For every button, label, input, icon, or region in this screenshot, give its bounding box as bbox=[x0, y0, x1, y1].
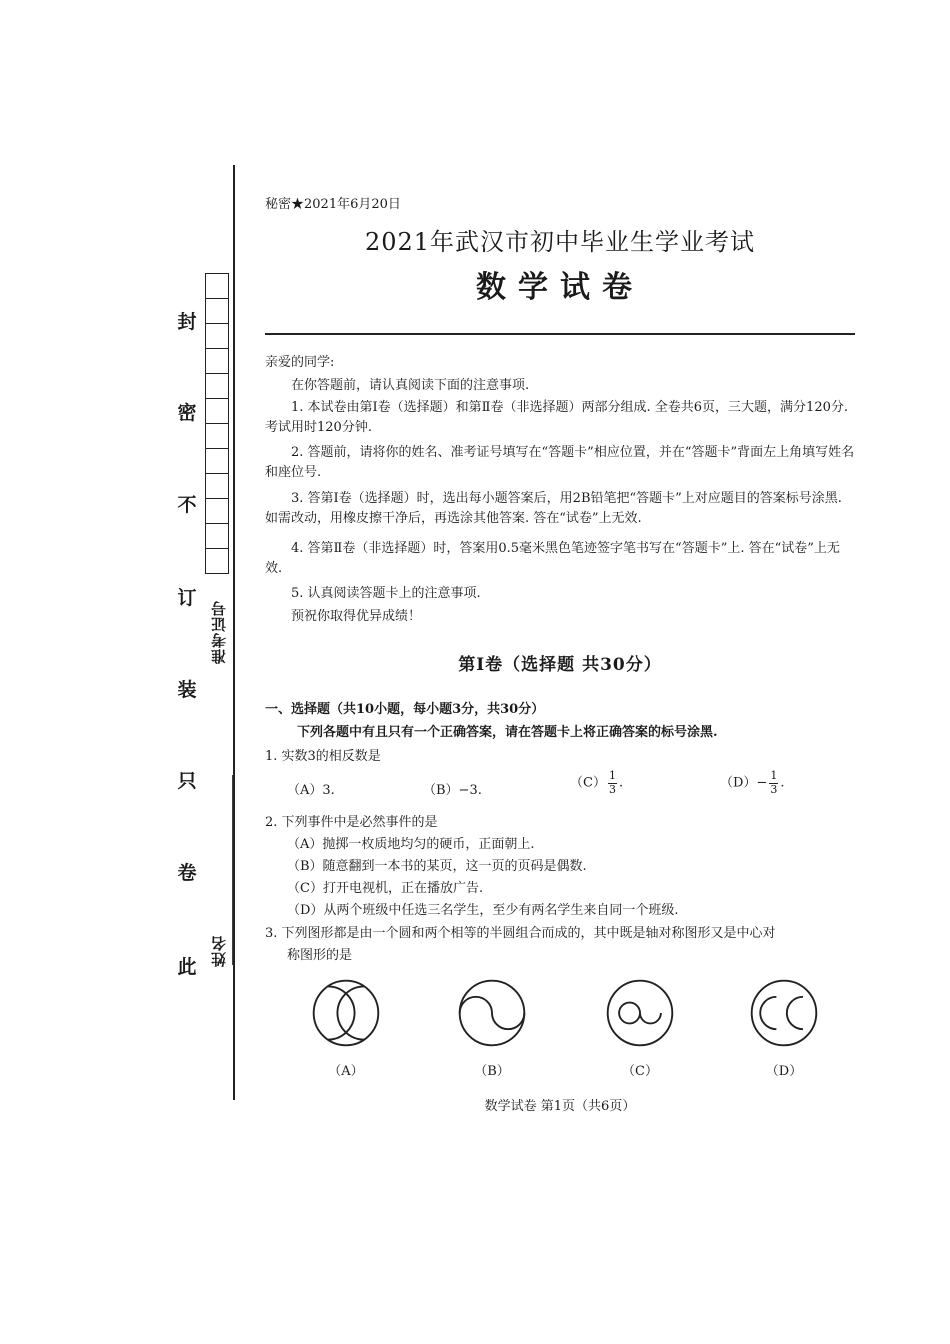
fraction-numerator: 1 bbox=[770, 769, 778, 782]
figure-label: （C） bbox=[622, 1064, 658, 1079]
option-end: . bbox=[618, 775, 624, 791]
header-rule bbox=[265, 333, 855, 335]
question-stem: 3. 下列图形都是由一个圆和两个相等的半圆组合而成的，其中既是轴对称图形又是中心对 bbox=[265, 926, 776, 941]
part-heading: 一、选择题（共10小题，每小题3分，共30分） bbox=[265, 702, 545, 717]
notice-closing: 预祝你取得优异成绩！ bbox=[291, 609, 422, 624]
option-item: （D）从两个班级中任选三名学生，至少有两名学生来自同一个班级. bbox=[287, 903, 679, 918]
binding-char: 订 bbox=[177, 587, 197, 609]
name-underline bbox=[232, 775, 233, 965]
binding-line bbox=[233, 165, 235, 1100]
notice-intro: 在你答题前，请认真阅读下面的注意事项. bbox=[291, 378, 530, 393]
notice-item: 2. 答题前，请将你的姓名、准考证号填写在“答题卡”相应位置，并在“答题卡”背面左上角填写姓名和座位号. bbox=[265, 445, 855, 481]
exam-id-label: 准考证号 bbox=[210, 600, 228, 664]
exam-subtitle: 数学试卷 bbox=[476, 270, 644, 305]
section-title: 第Ⅰ卷（选择题 共30分） bbox=[458, 655, 662, 675]
notice-item: 3. 答第Ⅰ卷（选择题）时，选出每小题答案后，用2B铅笔把“答题卡”上对应题目的答案标号涂黑. 如需改动，用橡皮擦干净后，再选涂其他答案. 答在“试卷”上无效. bbox=[265, 491, 842, 527]
binding-char: 密 bbox=[177, 402, 197, 424]
question-stem: 2. 下列事件中是必然事件的是 bbox=[265, 815, 438, 830]
binding-char: 此 bbox=[177, 956, 197, 978]
figure-d bbox=[746, 975, 822, 1051]
exam-id-boxes[interactable] bbox=[205, 273, 229, 574]
binding-char: 不 bbox=[177, 494, 197, 516]
option-d-prefix: （D）− bbox=[720, 775, 768, 791]
binding-char: 卷 bbox=[177, 862, 197, 884]
figure-label: （B） bbox=[474, 1064, 510, 1079]
fraction-denominator: 3 bbox=[770, 782, 778, 796]
binding-char: 封 bbox=[177, 311, 197, 333]
option-c bbox=[570, 770, 623, 796]
option-d bbox=[720, 770, 784, 796]
page-footer: 数学试卷 第1页（共6页） bbox=[484, 1099, 636, 1114]
figure-label: （D） bbox=[765, 1064, 803, 1079]
notice-item: 5. 认真阅读答题卡上的注意事项. bbox=[291, 586, 481, 601]
option-b: （B）−3. bbox=[423, 783, 482, 798]
figure-c bbox=[602, 975, 678, 1051]
notice-item: 1. 本试卷由第Ⅰ卷（选择题）和第Ⅱ卷（非选择题）两部分组成. 全卷共6页，三大题，满分120分. 考试用时120分钟. bbox=[265, 400, 848, 436]
fraction bbox=[608, 770, 617, 796]
secret-date: 秘密★2021年6月20日 bbox=[265, 197, 401, 212]
exam-title: 2021年武汉市初中毕业生学业考试 bbox=[364, 228, 756, 256]
figure-label: （A） bbox=[328, 1064, 364, 1079]
binding-char: 只 bbox=[177, 770, 197, 792]
fraction-denominator: 3 bbox=[608, 782, 616, 796]
question-stem-cont: 称图形的是 bbox=[287, 948, 353, 963]
notice-item: 4. 答第Ⅱ卷（非选择题）时，答案用0.5毫米黑色笔迹签字笔书写在“答题卡”上. 答在“试卷”上无效. bbox=[265, 541, 840, 577]
fraction-numerator: 1 bbox=[608, 769, 616, 782]
option-a: （A）3. bbox=[287, 783, 335, 798]
notice-greeting: 亲爱的同学: bbox=[265, 355, 335, 370]
question-stem: 1. 实数3的相反数是 bbox=[265, 749, 381, 764]
name-label: 姓名 bbox=[210, 935, 228, 967]
figure-a bbox=[308, 975, 384, 1051]
option-c-prefix: （C） bbox=[570, 775, 606, 791]
fraction bbox=[769, 770, 778, 796]
figure-b bbox=[454, 975, 530, 1051]
option-item: （C）打开电视机，正在播放广告. bbox=[287, 881, 484, 896]
option-item: （A）抛掷一枚质地均匀的硬币，正面朝上. bbox=[287, 837, 535, 852]
part-instruction: 下列各题中有且只有一个正确答案，请在答题卡上将正确答案的标号涂黑. bbox=[297, 725, 718, 740]
binding-char: 装 bbox=[177, 679, 197, 701]
option-end: . bbox=[780, 775, 785, 791]
option-item: （B）随意翻到一本书的某页，这一页的页码是偶数. bbox=[287, 859, 587, 874]
